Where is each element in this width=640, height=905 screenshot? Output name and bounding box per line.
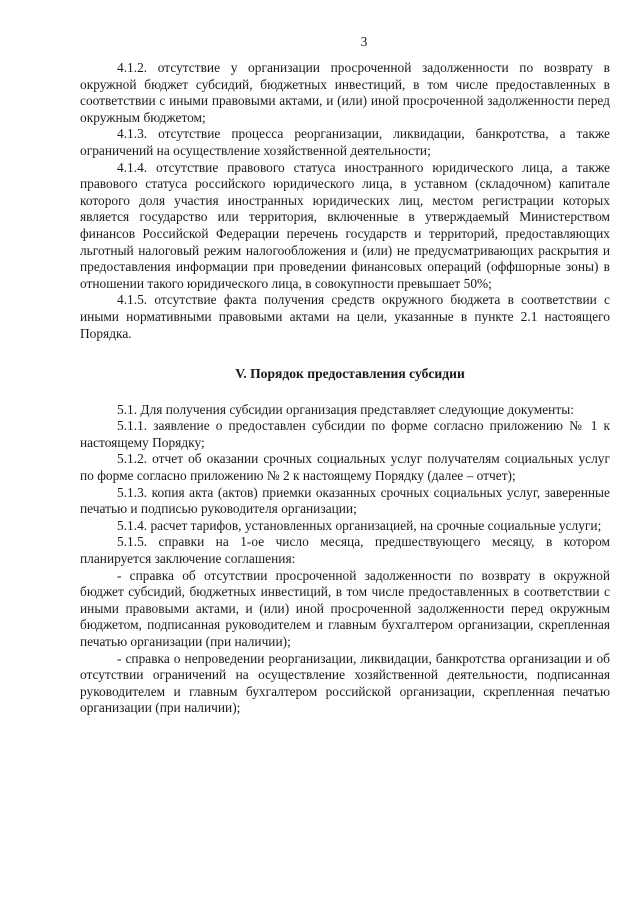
paragraph-5-1-4: 5.1.4. расчет тарифов, установленных организацией, на срочные социальные услуги; — [117, 517, 602, 533]
page-number: 3 — [360, 34, 368, 49]
list-item-debt-certificate: - справка об отсутствии просроченной задолженности по возврату в окружной бюджет субсидий, бюджетных инвестиций, в том числе предоставленных в соответствии с иными правовыми актами, и (или) иной просроченной задолженности перед окружным бюджетом, подписанная руководителем и главным бухгалтером организации, скрепленная печатью организации (при наличии); — [80, 567, 610, 649]
paragraph-4-1-5: 4.1.5. отсутствие факта получения средств окружного бюджета в соответствии с иными нормативными правовыми актами на цели, указанные в пункте 2.1 настоящего Порядка. — [80, 292, 610, 341]
paragraph-5-1-2: 5.1.2. отчет об оказании срочных социальных услуг получателям социальных услуг по форме согласно приложению № 2 к настоящему Порядку (далее – отчет); — [80, 451, 610, 484]
paragraph-5-1-5: 5.1.5. справки на 1-ое число месяца, предшествующего месяцу, в котором планируется заключение соглашения: — [80, 534, 610, 567]
paragraph-5-1-1: 5.1.1. заявление о предоставлен субсидии по форме согласно приложению № 1 к настоящему Порядку; — [80, 418, 610, 450]
paragraph-4-1-2: 4.1.2. отсутствие у организации просроченной задолженности по возврату в окружной бюджет субсидий, бюджетных инвестиций, в том числе предоставленных в соответствии с иными правовыми актами, и (или) иной просроченной задолженности перед окружным бюджетом; — [80, 60, 610, 125]
paragraph-5-1: 5.1. Для получения субсидии организация представляет следующие документы: — [117, 401, 574, 417]
list-item-reorganization-certificate: - справка о непроведении реорганизации, ликвидации, банкротства организации и об отсутствии ограничений на осуществление хозяйственной деятельности, подписанная руководителем и главным бухгалтером российской организации, скрепленная печатью организации (при наличии); — [80, 650, 610, 716]
paragraph-5-1-3: 5.1.3. копия акта (актов) приемки оказанных срочных социальных услуг, заверенные печатью и подписью руководителя организации; — [80, 484, 610, 517]
paragraph-4-1-4: 4.1.4. отсутствие правового статуса иностранного юридического лица, а также правового статуса российского юридического лица, в уставном (складочном) капитале которого доля участия иностранных юридических лиц, местом регистрации которых является государство или территория, включенные в утверждаемый Министерством финансов Российской Федерации перечень государств и территорий, предоставляющих льготный налоговый режим налогообложения и (или) не предусматривающих раскрытия и предоставления информации при проведении финансовых операций (оффшорные зоны) в отношении такого юридического лица, в совокупности превышает 50%; — [80, 159, 610, 291]
section-title: V. Порядок предоставления субсидии — [235, 366, 465, 382]
paragraph-4-1-3: 4.1.3. отсутствие процесса реорганизации, ликвидации, банкротства, а также ограничений на осуществление хозяйственной деятельности; — [80, 126, 610, 158]
